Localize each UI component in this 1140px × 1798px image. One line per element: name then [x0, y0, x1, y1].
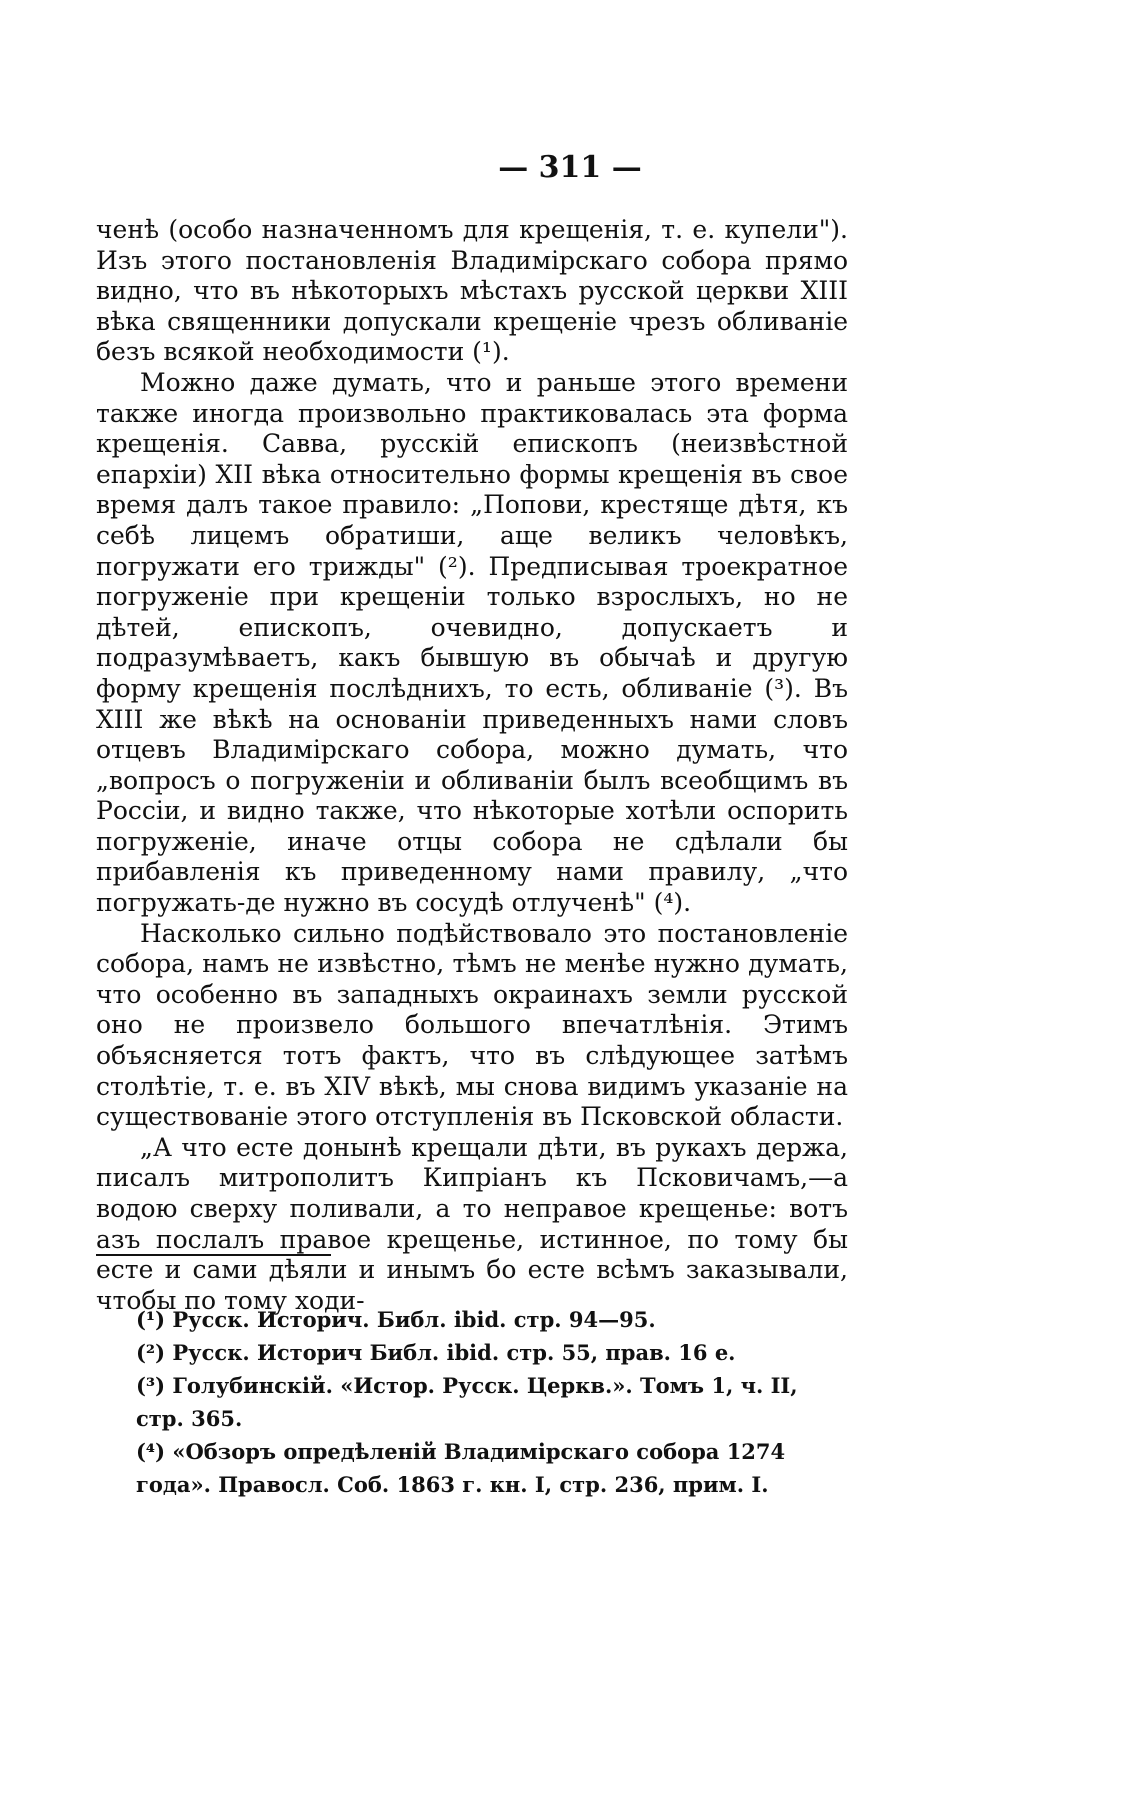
footnote: (¹) Русск. Историч. Библ. ibid. стр. 94—95. [136, 1307, 656, 1332]
footnote: (³) Голубинскій. «Истор. Русск. Церкв.». Томъ 1, ч. II, стр. 365. [136, 1373, 798, 1431]
paragraph: „А что есте донынѣ крещали дѣти, въ рукахъ держа, писалъ митрополитъ Кипріанъ къ Псковичамъ,—а водою сверху поливали, а то неправое крещенье: вотъ азъ послалъ правое крещенье, истинное, по тому бы есте и сами дѣяли и инымъ бо есте всѣмъ заказывали, чтобы по тому ходи- [96, 1132, 848, 1315]
footnote: (⁴) «Обзоръ опредѣленій Владимірскаго собора 1274 года». Правосл. Соб. 1863 г. кн. I, стр. 236, прим. I. [136, 1439, 786, 1497]
paragraph: ченѣ (особо назначенномъ для крещенія, т. е. купели"). Изъ этого постановленія Владимірскаго собора прямо видно, что въ нѣкоторыхъ мѣстахъ русской церкви XIII вѣка священники допускали крещеніе чрезъ обливаніе безъ всякой необходимости (¹). [96, 215, 848, 367]
paragraph: Можно даже думать, что и раньше этого времени также иногда произвольно практиковалась эта форма крещенія. Савва, русскій епископъ (неизвѣстной епархіи) XII вѣка относительно формы крещенія въ свое время далъ такое правило: „Попови, крестяще дѣтя, къ себѣ лицемъ обратиши, аще великъ человѣкъ, погружати его трижды" (²). Предписывая троекратное погруженіе при крещеніи только взрослыхъ, но не дѣтей, епископъ, очевидно, допускаетъ и подразумѣваетъ, какъ бывшую въ обычаѣ и другую форму крещенія послѣднихъ, то есть, обливаніе (³). Въ XIII же вѣкѣ на основаніи приведенныхъ нами словъ отцевъ Владимірскаго собора, можно думать, что „вопросъ о погруженіи и обливаніи былъ всеобщимъ въ Россіи, и видно также, что нѣкоторые хотѣли оспорить погруженіе, иначе отцы собора не сдѣлали бы прибавленія къ приведенному нами правилу, „что погружать-де нужно въ сосудѣ отлученѣ" (⁴). [96, 367, 848, 918]
footnote: (²) Русск. Историч Библ. ibid. стр. 55, прав. 16 е. [136, 1340, 736, 1365]
footnote-divider [96, 1254, 331, 1256]
page-number: — 311 — [498, 150, 642, 185]
paragraph: Насколько сильно подѣйствовало это постановленіе собора, намъ не извѣстно, тѣмъ не менѣе нужно думать, что особенно въ западныхъ окраинахъ земли русской оно не произвело большого впечатлѣнія. Этимъ объясняется тотъ фактъ, что въ слѣдующее затѣмъ столѣтіе, т. е. въ XIV вѣкѣ, мы снова видимъ указаніе на существованіе этого отступленія въ Псковской области. [96, 918, 848, 1132]
footnotes [96, 1303, 848, 1501]
main-text [96, 215, 848, 1316]
